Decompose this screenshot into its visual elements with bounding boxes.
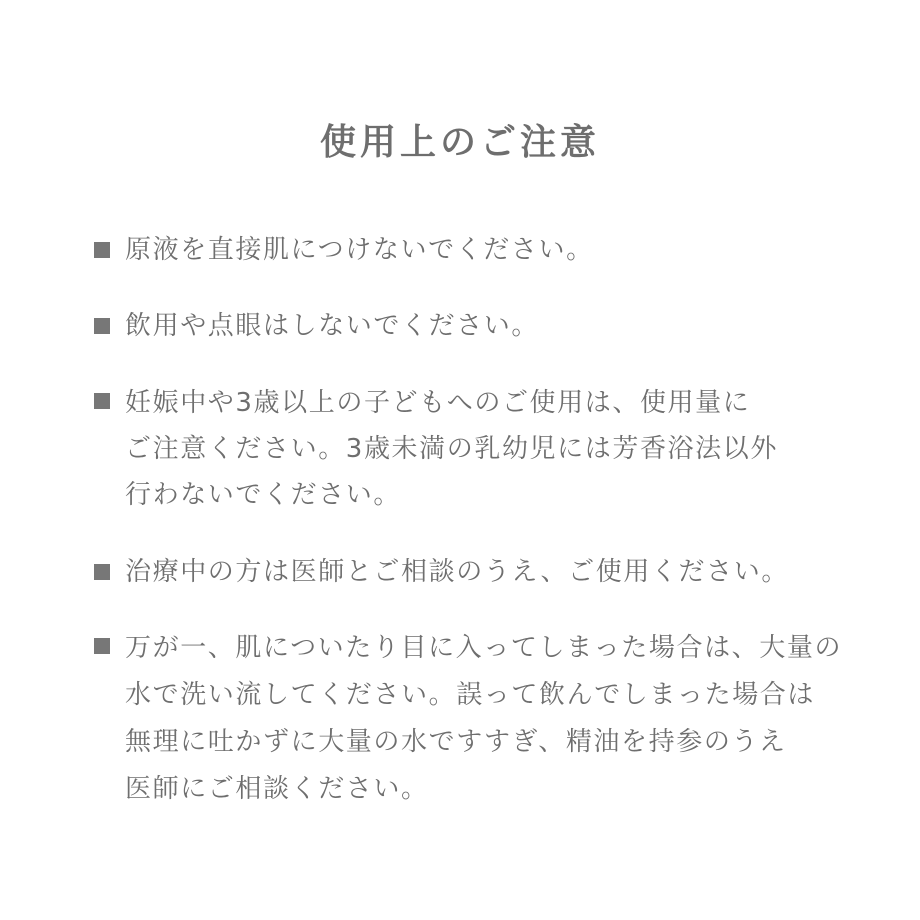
notice-text: 治療中の方は医師とご相談のうえ、ご使用ください。 (125, 557, 789, 587)
notice-text: 水で洗い流してください。誤って飲んでしまった場合は (125, 680, 816, 710)
notice-text: 無理に吐かずに大量の水ですすぎ、精油を持参のうえ (125, 727, 787, 757)
square-bullet-icon (94, 242, 110, 258)
square-bullet-icon (94, 638, 110, 654)
square-bullet-icon (94, 393, 110, 409)
notice-text: 行わないでください。 (125, 480, 402, 510)
page-title: 使用上のご注意 (319, 122, 600, 164)
notice-text: ご注意ください。3歳未満の乳幼児には芳香浴法以外 (125, 434, 778, 464)
notice-text: 万が一、肌についたり目に入ってしまった場合は、大量の (125, 633, 843, 663)
notice-text: 医師にご相談ください。 (125, 774, 429, 804)
square-bullet-icon (94, 318, 110, 334)
notice-text: 原液を直接肌につけないでください。 (125, 235, 594, 265)
square-bullet-icon (94, 564, 110, 580)
notice-text: 飲用や点眼はしないでください。 (125, 311, 540, 341)
notice-text: 妊娠中や3歳以上の子どもへのご使用は、使用量に (125, 388, 751, 418)
